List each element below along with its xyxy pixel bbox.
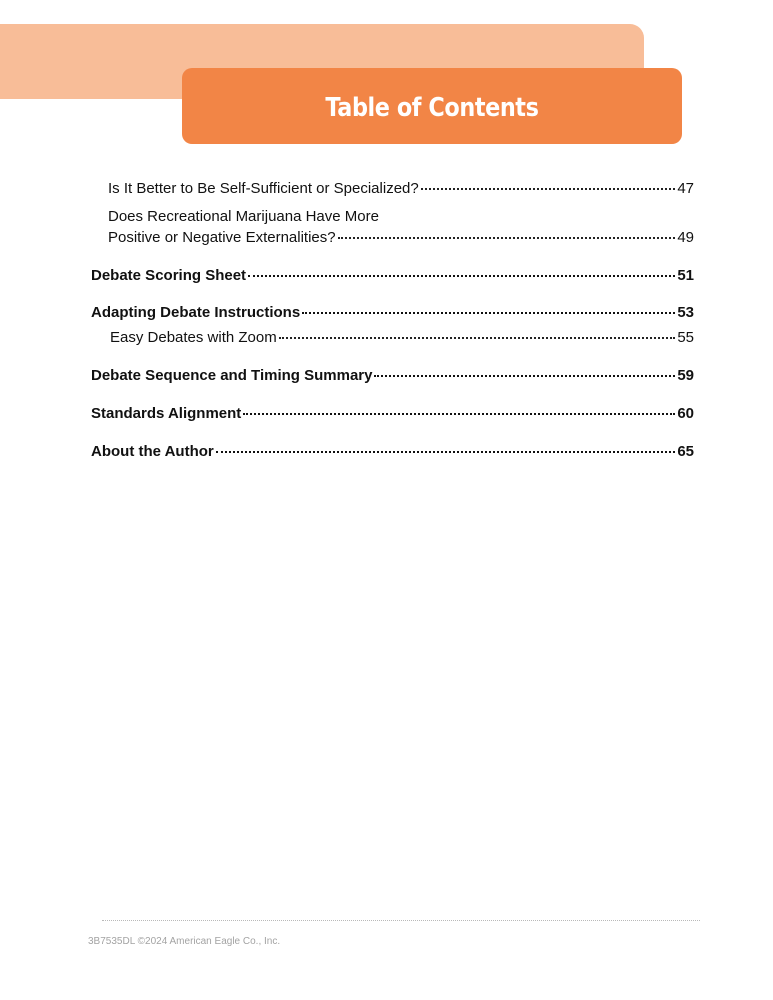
toc-entry-self-sufficient[interactable] xyxy=(108,178,694,199)
toc-leader xyxy=(421,188,676,190)
toc-leader xyxy=(302,312,675,314)
toc-entry-adapting-debate-instructions[interactable] xyxy=(91,302,694,323)
toc-entry-label: Debate Sequence and Timing Summary xyxy=(91,367,373,384)
header-banner xyxy=(182,68,682,144)
toc-leader xyxy=(338,237,676,239)
toc-entry-debate-scoring-sheet[interactable] xyxy=(91,265,694,286)
footer-divider xyxy=(102,920,700,921)
toc-page-number: 65 xyxy=(677,443,694,460)
toc-entry-about-the-author[interactable] xyxy=(91,441,694,462)
toc-leader xyxy=(243,413,675,415)
toc-leader xyxy=(374,375,675,377)
toc-leader xyxy=(279,337,676,339)
toc-page-number: 49 xyxy=(677,229,694,246)
toc-entry-label: Debate Scoring Sheet xyxy=(91,267,247,284)
toc-entry-label: Positive or Negative Externalities? xyxy=(108,229,336,246)
toc-entry-label-line1: Does Recreational Marijuana Have More xyxy=(108,208,379,225)
toc-entry-debate-sequence-timing[interactable] xyxy=(91,365,694,386)
toc-page-number: 59 xyxy=(677,367,694,384)
toc-page-number: 60 xyxy=(677,405,694,422)
toc-leader xyxy=(248,275,675,277)
toc-entry-marijuana-externalities[interactable] xyxy=(108,206,694,248)
page-title: Table of Contents xyxy=(325,93,539,123)
toc-page-number: 47 xyxy=(677,180,694,197)
toc-entry-label: Adapting Debate Instructions xyxy=(91,304,301,321)
toc-entry-easy-debates-zoom[interactable] xyxy=(110,327,694,348)
toc-entry-label: About the Author xyxy=(91,443,214,460)
toc-leader xyxy=(216,451,676,453)
toc-entry-label: Easy Debates with Zoom xyxy=(110,329,277,346)
footer-copyright: 3B7535DL ©2024 American Eagle Co., Inc. xyxy=(88,936,281,947)
toc-page-number: 51 xyxy=(677,267,694,284)
toc-entry-label: Is It Better to Be Self-Sufficient or Specialized? xyxy=(108,180,419,197)
toc-entry-label: Standards Alignment xyxy=(91,405,242,422)
toc-page-number: 55 xyxy=(677,329,694,346)
toc-page-number: 53 xyxy=(677,304,694,321)
toc-entry-standards-alignment[interactable] xyxy=(91,403,694,424)
